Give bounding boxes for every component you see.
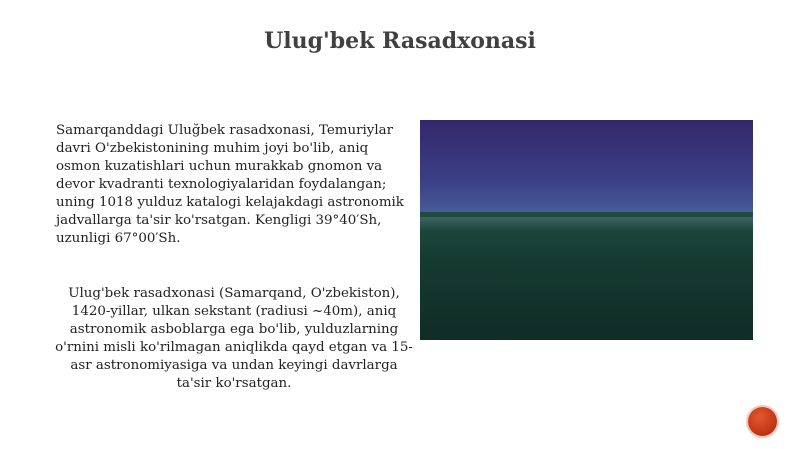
circle-icon bbox=[757, 416, 769, 428]
image-hill bbox=[420, 212, 753, 340]
image-haze bbox=[420, 217, 753, 231]
description-paragraph-2: Ulug'bek rasadxonasi (Samarqand, O'zbekiston), 1420-yillar, ulkan sekstant (radiusi ~40m), aniq astronomik asboblarga ega bo'lib, yulduzlarning o'rnini misli ko'rilmagan aniqlikda qayd etgan va 15-asr astronomiyasiga va undan keyingi davrlarga ta'sir ko'rsatgan. bbox=[55, 286, 413, 391]
slide-title: Ulug'bek Rasadxonasi bbox=[264, 28, 536, 54]
observatory-landscape-image bbox=[420, 120, 753, 340]
description-paragraph-1: Samarqanddagi Uluğbek rasadxonasi, Temuriylar davri O'zbekistonining muhim joyi bo'lib, aniq osmon kuzatishlari uchun murakkab gnomon va devor kvadranti texnologiyalaridan foydalangan; uning 1018 yulduz katalogi kelajakdagi astronomik jadvallarga ta'sir ko'rsatgan. Kengligi 39°40′Sh, uzunligi 67°00′Sh. bbox=[56, 123, 404, 246]
slide-nav-button[interactable] bbox=[748, 407, 777, 436]
